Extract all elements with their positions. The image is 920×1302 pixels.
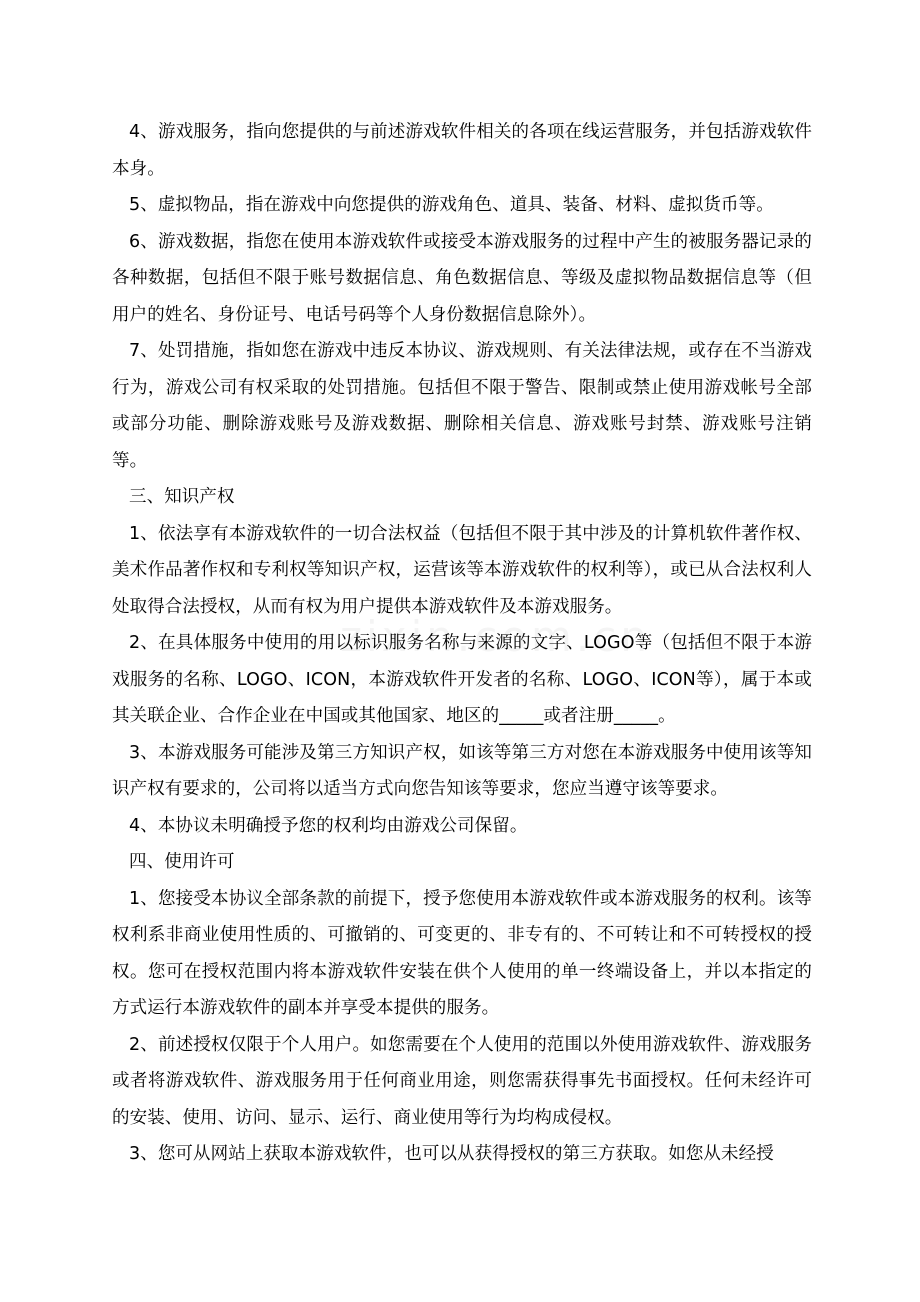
paragraph-penalties: 7、处罚措施，指如您在游戏中违反本协议、游戏规则、有关法律法规，或存在不当游戏行为，游戏公司有权采取的处罚措施。包括但不限于警告、限制或禁止使用游戏帐号全部或部分功能、删除游戏账号及游戏数据、删除相关信息、游戏账号封禁、游戏账号注销等。 — [112, 341, 812, 471]
paragraph-game-data: 6、游戏数据，指您在使用本游戏软件或接受本游戏服务的过程中产生的被服务器记录的各种数据，包括但不限于账号数据信息、角色数据信息、等级及虚拟物品数据信息等（但用户的姓名、身份证号、电话号码等个人身份数据信息除外）。 — [112, 231, 812, 325]
paragraph-third-party-ip: 3、本游戏服务可能涉及第三方知识产权，如该等第三方对您在本游戏服务中使用该等知识产权有要求的，公司将以适当方式向您告知该等要求，您应当遵守该等要求。 — [112, 742, 812, 799]
paragraph-trademarks: 2、在具体服务中使用的用以标识服务名称与来源的文字、LOGO等（包括但不限于本游戏服务的名称、LOGO、ICON，本游戏软件开发者的名称、LOGO、ICON等），属于本或其关联企业、合作企业在中国或其他国家、地区的_____或者注册_____。 — [112, 633, 812, 726]
paragraph-reserved-rights: 4、本协议未明确授予您的权利均由游戏公司保留。 — [129, 815, 528, 836]
paragraph-ip-rights: 1、依法享有本游戏软件的一切合法权益（包括但不限于其中涉及的计算机软件著作权、美术作品著作权和专利权等知识产权，运营该等本游戏软件的权利等），或已从合法权利人处取得合法授权，从而有权为用户提供本游戏软件及本游戏服务。 — [112, 523, 812, 617]
document-body — [112, 114, 812, 1173]
paragraph-personal-use: 2、前述授权仅限于个人用户。如您需要在个人使用的范围以外使用游戏软件、游戏服务或者将游戏软件、游戏服务用于任何商业用途，则您需获得事先书面授权。任何未经许可的安装、使用、访问、显示、运行、商业使用等行为均构成侵权。 — [112, 1034, 812, 1128]
paragraph-license-grant: 1、您接受本协议全部条款的前提下，授予您使用本游戏软件或本游戏服务的权利。该等权利系非商业使用性质的、可撤销的、可变更的、非专有的、不可转让和不可转授权的授权。您可在授权范围内将本游戏软件安装在供个人使用的单一终端设备上，并以本指定的方式运行本游戏软件的副本并享受本提供的服务。 — [112, 888, 812, 1018]
section-heading-ip: 三、知识产权 — [129, 487, 235, 507]
paragraph-virtual-items: 5、虚拟物品，指在游戏中向您提供的游戏角色、道具、装备、材料、虚拟货币等。 — [129, 195, 774, 215]
paragraph-obtain-software: 3、您可从网站上获取本游戏软件，也可以从获得授权的第三方获取。如您从未经授 — [129, 1144, 774, 1164]
paragraph-game-service: 4、游戏服务，指向您提供的与前述游戏软件相关的各项在线运营服务，并包括游戏软件本身。 — [112, 122, 812, 179]
section-heading-license: 四、使用许可 — [129, 852, 235, 872]
